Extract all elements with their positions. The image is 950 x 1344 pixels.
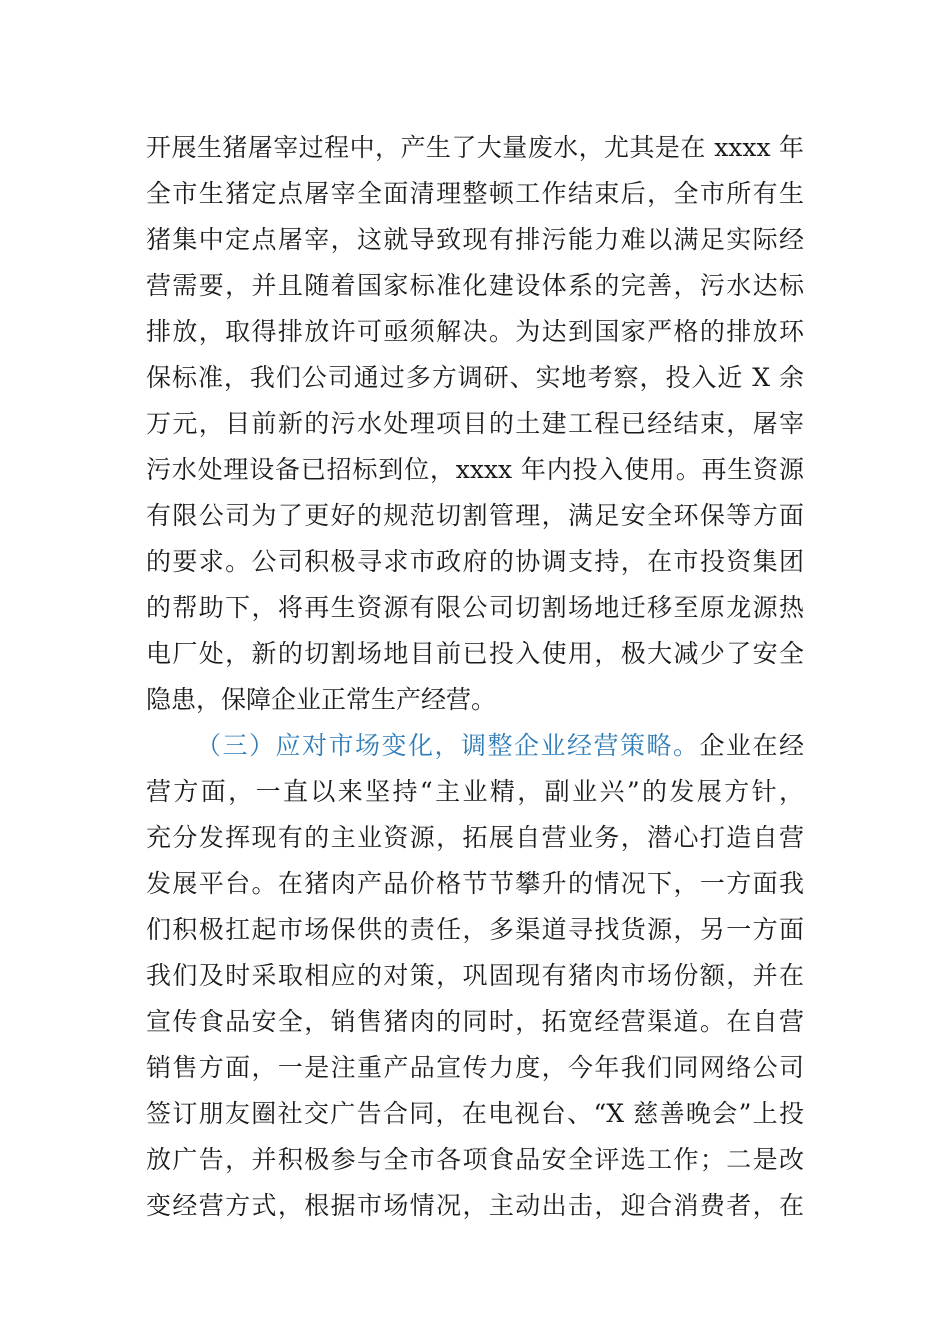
body-text-line: 保标准，我们公司通过多方调研、实地考察，投入近 X 余: [146, 363, 804, 392]
section-first-line-text: 企业在经: [699, 731, 804, 760]
body-text-line: 全市生猪定点屠宰全面清理整顿工作结束后，全市所有生: [146, 179, 804, 208]
body-text-line: 隐患，保障企业正常生产经营。: [146, 685, 497, 714]
body-text-line: 销售方面，一是注重产品宣传力度，今年我们同网络公司: [146, 1053, 804, 1082]
body-text-line: 变经营方式，根据市场情况，主动出击，迎合消费者，在: [146, 1191, 804, 1220]
section-heading-line: [196, 727, 804, 765]
body-text-line: 放广告，并积极参与全市各项食品安全评选工作；二是改: [146, 1145, 804, 1174]
body-text-line: 营需要，并且随着国家标准化建设体系的完善，污水达标: [146, 271, 804, 300]
body-text-line: 电厂处，新的切割场地目前已投入使用，极大减少了安全: [146, 639, 804, 668]
body-text-line: 充分发挥现有的主业资源，拓展自营业务，潜心打造自营: [146, 823, 804, 852]
body-text-line: 的帮助下，将再生资源有限公司切割场地迁移至原龙源热: [146, 593, 804, 622]
body-text-line: 万元，目前新的污水处理项目的土建工程已经结束，屠宰: [146, 409, 804, 438]
body-text-line: 猪集中定点屠宰，这就导致现有排污能力难以满足实际经: [146, 225, 804, 254]
section-heading: （三）应对市场变化，调整企业经营策略。: [196, 731, 700, 760]
body-text-line: 营方面，一直以来坚持“主业精，副业兴”的发展方针，: [146, 777, 804, 806]
body-text-line: 的要求。公司积极寻求市政府的协调支持，在市投资集团: [146, 547, 804, 576]
body-text-line: 们积极扛起市场保供的责任，多渠道寻找货源，另一方面: [146, 915, 804, 944]
body-text-line: 发展平台。在猪肉产品价格节节攀升的情况下，一方面我: [146, 869, 804, 898]
body-text-line: 有限公司为了更好的规范切割管理，满足安全环保等方面: [146, 501, 804, 530]
body-text-line: 开展生猪屠宰过程中，产生了大量废水，尤其是在 xxxx 年: [146, 133, 804, 162]
body-text-line: 排放，取得排放许可亟须解决。为达到国家严格的排放环: [146, 317, 804, 346]
body-text-line: 我们及时采取相应的对策，巩固现有猪肉市场份额，并在: [146, 961, 804, 990]
body-text-line: 污水处理设备已招标到位，xxxx 年内投入使用。再生资源: [146, 455, 804, 484]
body-text-line: 宣传食品安全，销售猪肉的同时，拓宽经营渠道。在自营: [146, 1007, 804, 1036]
body-text-line: 签订朋友圈社交广告合同，在电视台、“X 慈善晚会”上投: [146, 1099, 804, 1128]
